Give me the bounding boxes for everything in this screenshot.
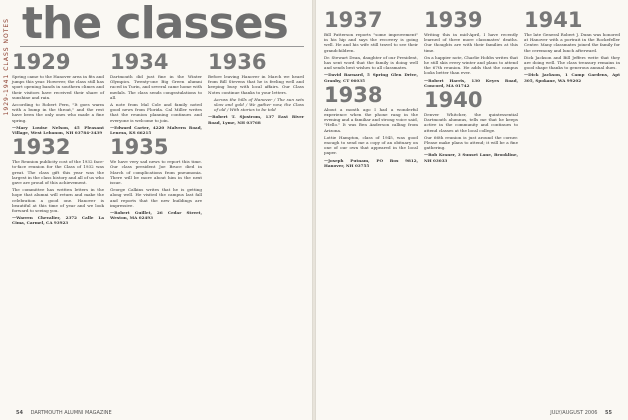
year-heading-1937: 1937 <box>324 8 383 32</box>
left-footer <box>10 410 112 416</box>
column-1 <box>12 50 104 228</box>
class-note: Writing this in mid-April, I have recently learned of three more classmates' deaths. Our thoughts are with their families at this time. <box>424 32 518 53</box>
class-secretary: —Robert T. Sjostrom, 137 East River Road, Lyme, NH 03768 <box>208 114 304 125</box>
column-3 <box>208 50 304 127</box>
class-note: Before leaving Hanover in March we heard from Bill Stevens that he is feeling well and keeping busy with local affairs. Our Class Notes continue thanks to your letters. <box>208 74 304 95</box>
left-page <box>0 0 312 420</box>
class-secretary: —Bob Kraner, 3 Sunset Lane, Brookline, NH 03033 <box>424 152 518 163</box>
class-note: Dartmouth did just fine in the Winter Olympics. Twenty-one Big Green alumni raced in Turin, and several came home with medals. The class sends congratulations to all. <box>110 74 202 100</box>
page-title: the classes <box>22 0 288 49</box>
column-5 <box>424 8 518 165</box>
class-note: The committee has written letters in the hope that alumni will return and make the celebration a good one. Hanover is beautiful at this time of year and we look forward to seeing you. <box>12 187 104 214</box>
year-heading-1935: 1935 <box>110 135 169 160</box>
class-poem: Across the hills of Hanover / The sun sets slow and gold / We gather now, the Class of old / With stories to be told <box>214 96 304 113</box>
class-note: The Reunion publicity cost of the 1932 face-to-face reunion for the Class of 1932 was great. The class gift this year was the largest in the class history and all of us who gave are proud of this achievement. <box>12 159 104 186</box>
class-secretary: —Robert Harris, 130 Keyes Road, Concord, MA 01742 <box>424 77 518 88</box>
section-label: 1929-1941 CLASS NOTES <box>3 18 10 116</box>
class-note: About a month ago I had a wonderful experience when the phone rang in the evening and a familiar and strong voice said, "Hello." It was Ben Anderson calling from Arizona. <box>324 106 418 133</box>
year-heading-1939: 1939 <box>424 8 483 32</box>
year-heading-1934: 1934 <box>110 50 169 74</box>
class-note: Dick Jackson and Bill Jeffers write that they are doing well. The class treasury remains in good shape thanks to generous annual dues. <box>524 54 620 71</box>
column-4 <box>324 8 418 170</box>
class-secretary: —Warren Chevalier, 2372 Calle La Cima, Carmel, CA 93923 <box>12 215 104 226</box>
year-heading-1936: 1936 <box>208 50 267 74</box>
title-rule <box>20 46 304 47</box>
class-note: According to Robert Fern, "It goes warm with a bump in the throat," and the rest have been the only ones who made a fine spring. <box>12 102 104 123</box>
class-secretary: —Mary Louise Nelson, 45 Pleasant Village, West Lebanon, NH 03784-3439 <box>12 124 104 136</box>
class-secretary: —Dick Jackson, 1 Camp Gardens, Apt 305, Spokane, WA 99202 <box>524 72 620 83</box>
class-note: Dr. Stewart Dean, daughter of our President, has sent word that the family is doing well and sends best wishes to all classmates. <box>324 54 418 71</box>
class-note: George Calkins writes that he is getting along well. He visited the campus last fall and reports that the new buildings are impressive. <box>110 187 202 208</box>
right-footer <box>550 410 618 416</box>
class-note: On a happier note, Charlie Hobbs writes that he still skis every winter and plans to attend the 67th reunion. He adds that the campus looks better than ever. <box>424 54 518 76</box>
class-note: We have very sad news to report this time. Our class president Joe Bruce died in March of complications from pneumonia. There will be more about him in the next issue. <box>110 159 202 186</box>
column-6 <box>524 8 620 85</box>
class-note: The late General Robert J. Dunn was honored at Hanover with a portrait in the Rockefeller Center. Many classmates joined the family for the ceremony and lunch afterward. <box>524 32 620 53</box>
page-number: 55 <box>605 410 612 416</box>
column-2 <box>110 50 202 222</box>
page-number: 54 <box>16 410 23 416</box>
class-note: Bill Patterson reports "some improvement" in his hip and says the recovery is going well. He and his wife still travel to see their grandchildren. <box>324 32 418 53</box>
class-secretary: —Joseph Putnam, PO Box 9812, Hanover, NH 03755 <box>324 157 418 168</box>
class-note: Spring came to the Hanover area in fits and jumps this year. However, the class still has sport opening bands in southern climes and their visitors have received their share of sunshine and rain. <box>12 74 104 100</box>
class-note: Lottie Hampton, class of 1945, was good enough to send me a copy of an obituary on one of our own that appeared in the local paper. <box>324 134 418 156</box>
class-secretary: —Robert Guillet, 26 Cedar Street, Weston, MA 02493 <box>110 210 202 221</box>
class-note: A note from Mal Cole and family noted good news from Florida. Cal Miller writes that the reunion planning continues and everyone is welcome to join. <box>110 102 202 123</box>
class-secretary: —Edward Carter, 4220 Malvern Road, Lenexa, KS 66215 <box>110 124 202 136</box>
right-page <box>316 0 628 420</box>
class-secretary: —David Barnard, 5 Spring Glen Drive, Granby, CT 06035 <box>324 72 418 83</box>
magazine-name: DARTMOUTH ALUMNI MAGAZINE <box>30 410 112 416</box>
year-heading-1929: 1929 <box>12 50 71 74</box>
year-heading-1941: 1941 <box>524 8 583 32</box>
class-note: Our 66th reunion is just around the corner. Please make plans to attend; it will be a fine gathering. <box>424 134 518 151</box>
year-heading-1938: 1938 <box>324 82 383 107</box>
year-heading-1940: 1940 <box>424 88 483 113</box>
issue-date: JULY/AUGUST 2006 <box>550 410 598 416</box>
year-heading-1932: 1932 <box>12 135 71 160</box>
class-note: Denver Whitcher, the quintessential Dartmouth alumnus, tells me that he keeps active in the community and continues to attend classes at the local college. <box>424 112 518 133</box>
